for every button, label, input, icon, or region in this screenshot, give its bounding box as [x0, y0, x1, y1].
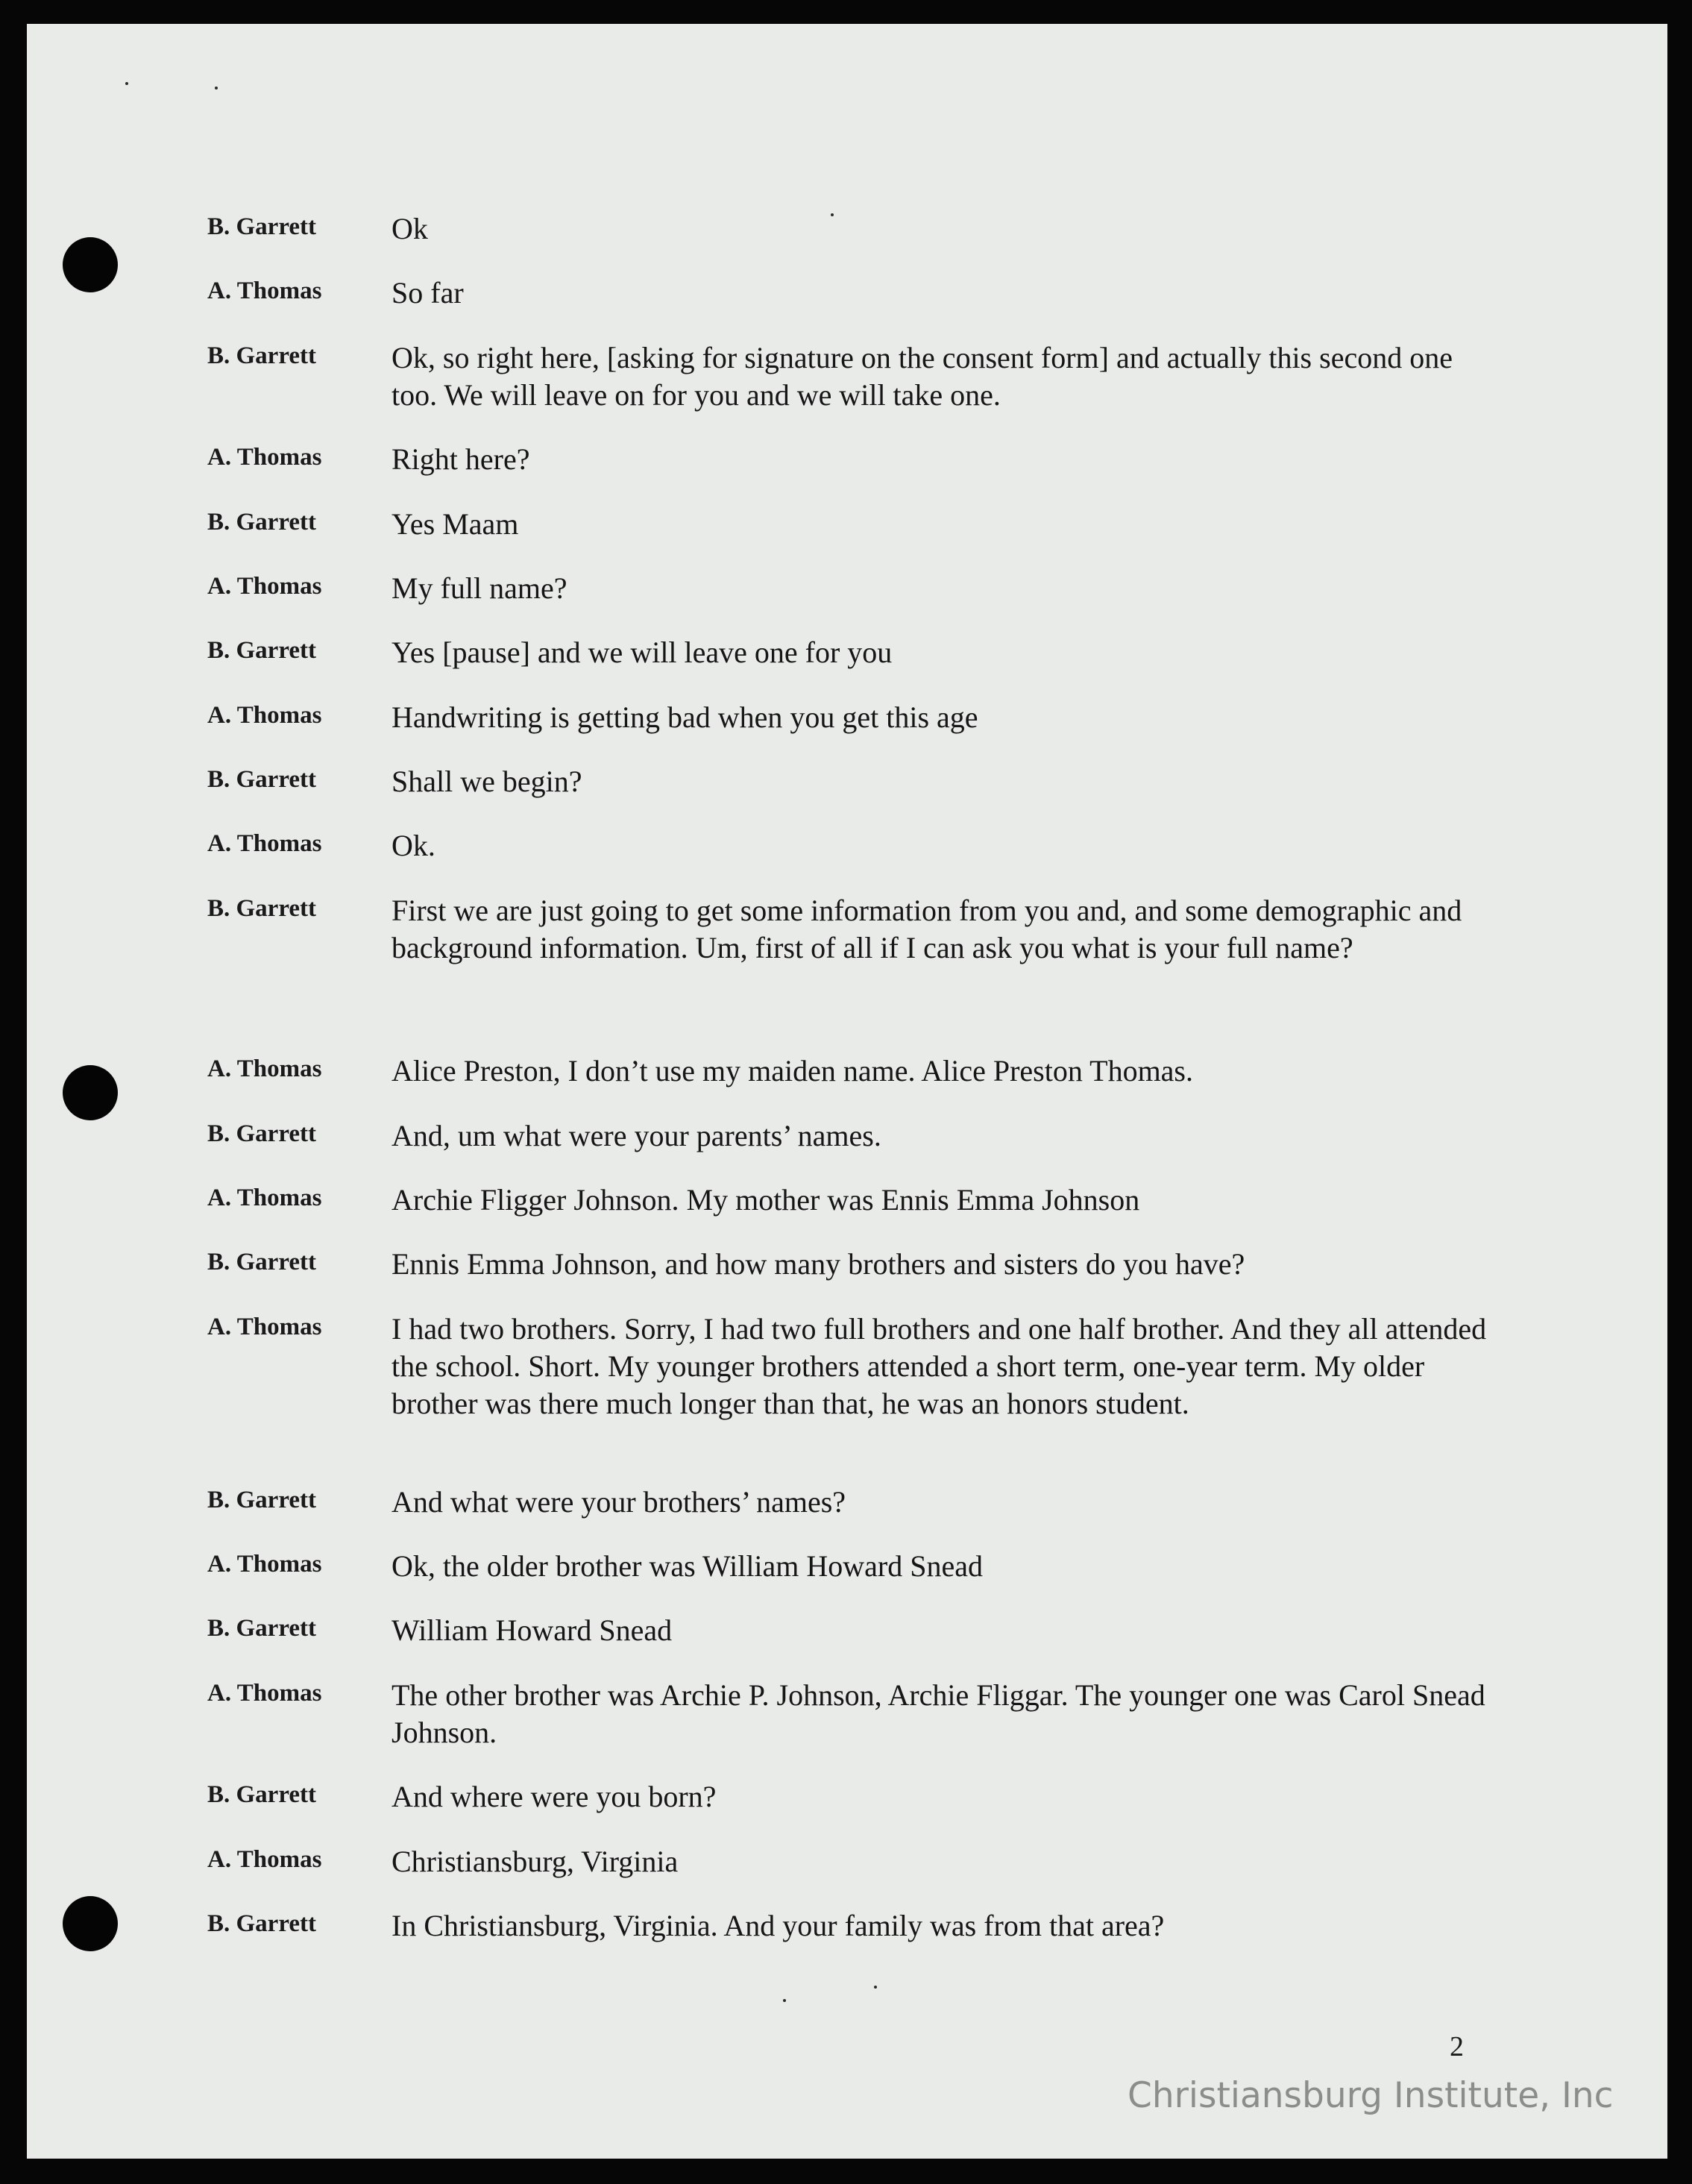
speech-text: First we are just going to get some information from you and, and some demographic and background information. Um, first of all if I can ask you what is your full name? [391, 894, 1462, 964]
speech-text: The other brother was Archie P. Johnson, Archie Fliggar. The younger one was Carol Snead Johnson. [391, 1678, 1485, 1749]
speech-text: In Christiansburg, Virginia. And your family was from that area? [391, 1909, 1165, 1942]
speaker-label: B. Garrett [207, 637, 317, 664]
speech-text: William Howard Snead [391, 1613, 673, 1647]
paper-speck [783, 1999, 786, 2002]
speech-text: Christiansburg, Virginia [391, 1845, 679, 1878]
speech-text: Right here? [391, 442, 530, 476]
speaker-label: A. Thomas [207, 702, 322, 729]
speech-text: I had two brothers. Sorry, I had two full brothers and one half brother. And they all attended the school. Short. My younger brothers attended a short term, one-year term. My older brother was there much longer than that, he was an honors student. [391, 1312, 1487, 1420]
speech-text: And what were your brothers’ names? [391, 1485, 846, 1519]
speaker-label: B. Garrett [207, 1781, 317, 1808]
speaker-label: B. Garrett [207, 213, 317, 240]
speech-text: Ok, so right here, [asking for signature on the consent form] and actually this second one too. We will leave on for you and we will take one. [391, 341, 1453, 412]
speaker-label: B. Garrett [207, 895, 317, 922]
speaker-label: A. Thomas [207, 444, 322, 471]
speaker-label: B. Garrett [207, 1487, 317, 1513]
speaker-label: A. Thomas [207, 573, 322, 600]
speaker-label: B. Garrett [207, 342, 317, 369]
speaker-label: B. Garrett [207, 509, 317, 536]
paper-speck [125, 82, 128, 85]
speech-text: Ok. [391, 829, 435, 862]
paper-speck [215, 87, 218, 90]
speaker-label: A. Thomas [207, 830, 322, 857]
speaker-label: A. Thomas [207, 1551, 322, 1578]
binder-hole-top [63, 237, 118, 292]
speaker-label: A. Thomas [207, 1314, 322, 1340]
speech-text: Ennis Emma Johnson, and how many brothers and sisters do you have? [391, 1247, 1245, 1281]
speaker-label: A. Thomas [207, 1680, 322, 1707]
watermark: Christiansburg Institute, Inc [1128, 2075, 1614, 2116]
speech-text: Ok, the older brother was William Howard Snead [391, 1549, 984, 1583]
speaker-label: B. Garrett [207, 1120, 317, 1147]
speech-text: And where were you born? [391, 1780, 717, 1813]
binder-hole-middle [63, 1065, 118, 1120]
paper-speck [874, 1986, 877, 1989]
speech-text: Alice Preston, I don’t use my maiden name. Alice Preston Thomas. [391, 1054, 1193, 1088]
speech-text: Yes [pause] and we will leave one for you [391, 636, 893, 669]
speech-text: Ok [391, 212, 428, 245]
binder-hole-bottom [63, 1896, 118, 1951]
speaker-label: A. Thomas [207, 1055, 322, 1082]
speech-text: So far [391, 276, 464, 310]
page-number: 2 [1450, 2031, 1464, 2062]
speech-text: And, um what were your parents’ names. [391, 1119, 881, 1152]
speaker-label: A. Thomas [207, 1184, 322, 1211]
speaker-label: B. Garrett [207, 766, 317, 793]
speech-text: Yes Maam [391, 507, 519, 541]
document-page [27, 24, 1667, 2159]
speaker-label: A. Thomas [207, 277, 322, 304]
speech-text: Shall we begin? [391, 765, 582, 798]
speech-text: Archie Fligger Johnson. My mother was Ennis Emma Johnson [391, 1183, 1140, 1217]
speaker-label: A. Thomas [207, 1846, 322, 1873]
speech-text: My full name? [391, 571, 567, 605]
speaker-label: B. Garrett [207, 1910, 317, 1937]
speaker-label: B. Garrett [207, 1615, 317, 1642]
speech-text: Handwriting is getting bad when you get this age [391, 700, 978, 734]
speaker-label: B. Garrett [207, 1249, 317, 1275]
